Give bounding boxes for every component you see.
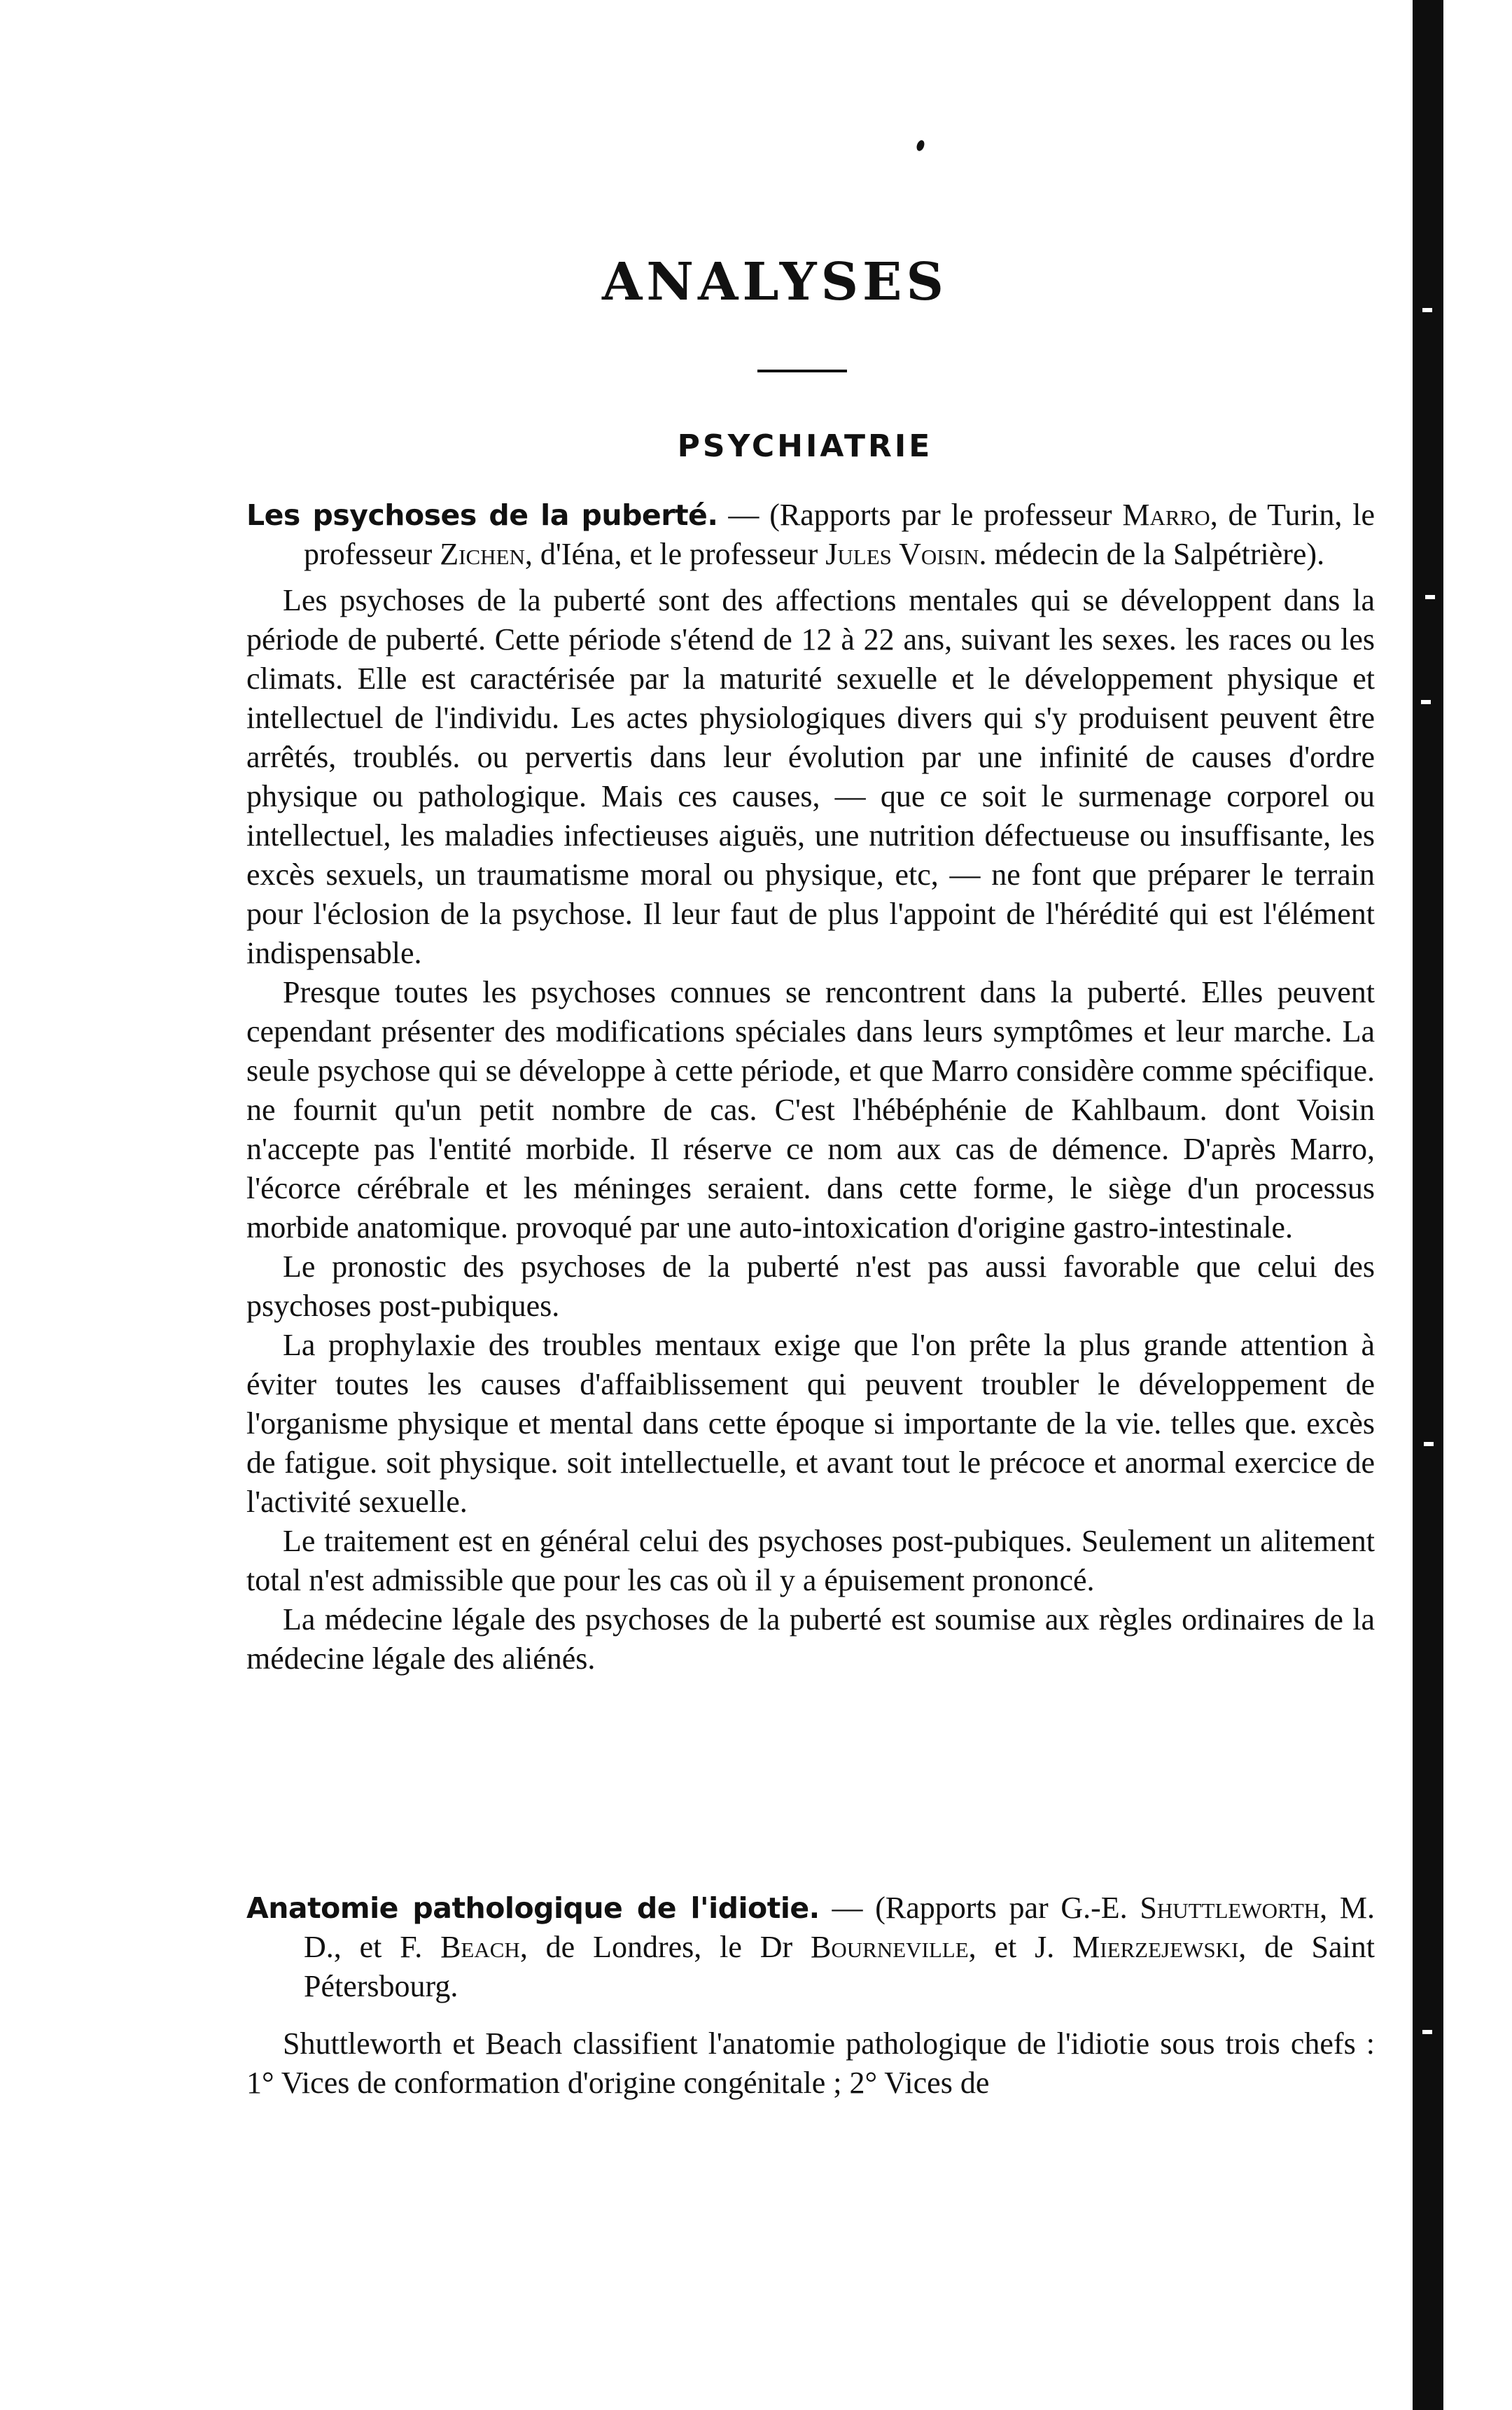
article-reference-text: — (Rapports par [819,1891,1061,1925]
article-reference-text: , de Londres, le Dr [519,1930,811,1964]
article-title: Anatomie pathologique de l'idiotie. [246,1891,820,1925]
page-heading: ANALYSES [602,252,948,312]
ink-speck [916,139,926,152]
scan-nick [1424,1442,1434,1446]
article-anatomie-idiotie [246,1889,1375,2103]
author-name: G.-E. Shuttleworth [1060,1891,1320,1925]
scan-border [1413,0,1512,2410]
body-paragraph: Le pronostic des psychoses de la puberté n'est pas aussi favorable que celui des psychoses post-pubiques. [246,1249,1375,1323]
body-paragraph: Presque toutes les psychoses connues se rencontrent dans la puberté. Elles peuvent cependant présenter des modifications spéciales dans leurs symptômes et leur marche. La seule psychose qui se développe à cette période, et que Marro considère comme spécifique. ne fournit qu'un petit nombre de cas. C'est l'hébéphénie de Kahlbaum. dont Voisin n'accepte pas l'entité morbide. Il réserve ce nom aux cas de démence. D'après Marro, l'écorce cérébrale et les méninges seraient. dans cette forme, le siège d'un processus morbide anatomique. provoqué par une auto-intoxication d'origine gastro-intestinale. [246,975,1375,1245]
article-reference-text: , et J. [968,1930,1073,1964]
article-title: Les psychoses de la puberté. [246,498,718,532]
article-reference-text: , d'Iéna, et le professeur [524,537,826,571]
body-paragraph: La prophylaxie des troubles mentaux exige que l'on prête la plus grande attention à éviter toutes les causes d'affaiblissement qui peuvent troubler le développement de l'organisme physique et mental dans cette époque si importante de la vie. telles que. excès de fatigue. soit physique. soit intellectuelle, et avant tout le précoce et anormal exercice de l'activité sexuelle. [246,1328,1375,1519]
article-reference-text: — (Rapports par le professeur [718,498,1123,532]
body-paragraph: Shuttleworth et Beach classifient l'anatomie pathologique de l'idiotie sous trois chefs : 1° Vices de conformation d'origine congénitale ; 2° Vices de [246,2026,1375,2100]
scan-nick [1422,308,1432,312]
article-reference-text: , de Turin, le professeur [304,498,1375,571]
scan-nick [1422,2030,1432,2034]
article-header [246,1889,1375,2006]
scan-border-bar [1413,0,1443,2410]
author-name: Beach [440,1930,520,1964]
author-name: Jules Voisin [825,537,979,571]
body-paragraph: La médecine légale des psychoses de la puberté est soumise aux règles ordinaires de la médecine légale des aliénés. [246,1602,1375,1676]
author-name: Marro [1122,498,1210,532]
scan-nick [1421,700,1431,704]
heading-rule [757,370,847,372]
author-name: Mierzejewski [1072,1930,1239,1964]
author-name: Bourneville [811,1930,969,1964]
article-reference-text: , M. D., et F. [304,1891,1375,1964]
body-paragraph: Le traitement est en général celui des psychoses post-pubiques. Seulement un alitement total n'est admissible que pour les cas où il y a épuisement prononcé. [246,1524,1375,1597]
article-reference-text: . médecin de la Salpétrière). [979,537,1325,571]
article-reference-text: , de Saint Pétersbourg. [304,1930,1375,2003]
scan-nick [1425,595,1435,599]
article-psychoses-puberte [246,496,1375,1679]
author-name: Zichen [440,537,525,571]
section-heading: PSYCHIATRIE [677,428,933,464]
body-paragraph: Les psychoses de la puberté sont des affections mentales qui se développent dans la période de puberté. Cette période s'étend de 12 à 22 ans, suivant les sexes. les races ou les climats. Elle est caractérisée par la maturité sexuelle et le développement physique et intellectuel de l'individu. Les actes physiologiques divers qui s'y produisent peuvent être arrêtés, troublés. ou pervertis dans leur évolution par une infinité de causes d'ordre physique ou pathologique. Mais ces causes, — que ce soit le surmenage corporel ou intellectuel, les maladies infectieuses aiguës, une nutrition défectueuse ou insuffisante, les excès sexuels, un traumatisme moral ou physique, etc, — ne font que préparer le terrain pour l'éclosion de la psychose. Il leur faut de plus l'appoint de l'hérédité qui est l'élément indispensable. [246,583,1375,970]
article-header [246,496,1375,574]
